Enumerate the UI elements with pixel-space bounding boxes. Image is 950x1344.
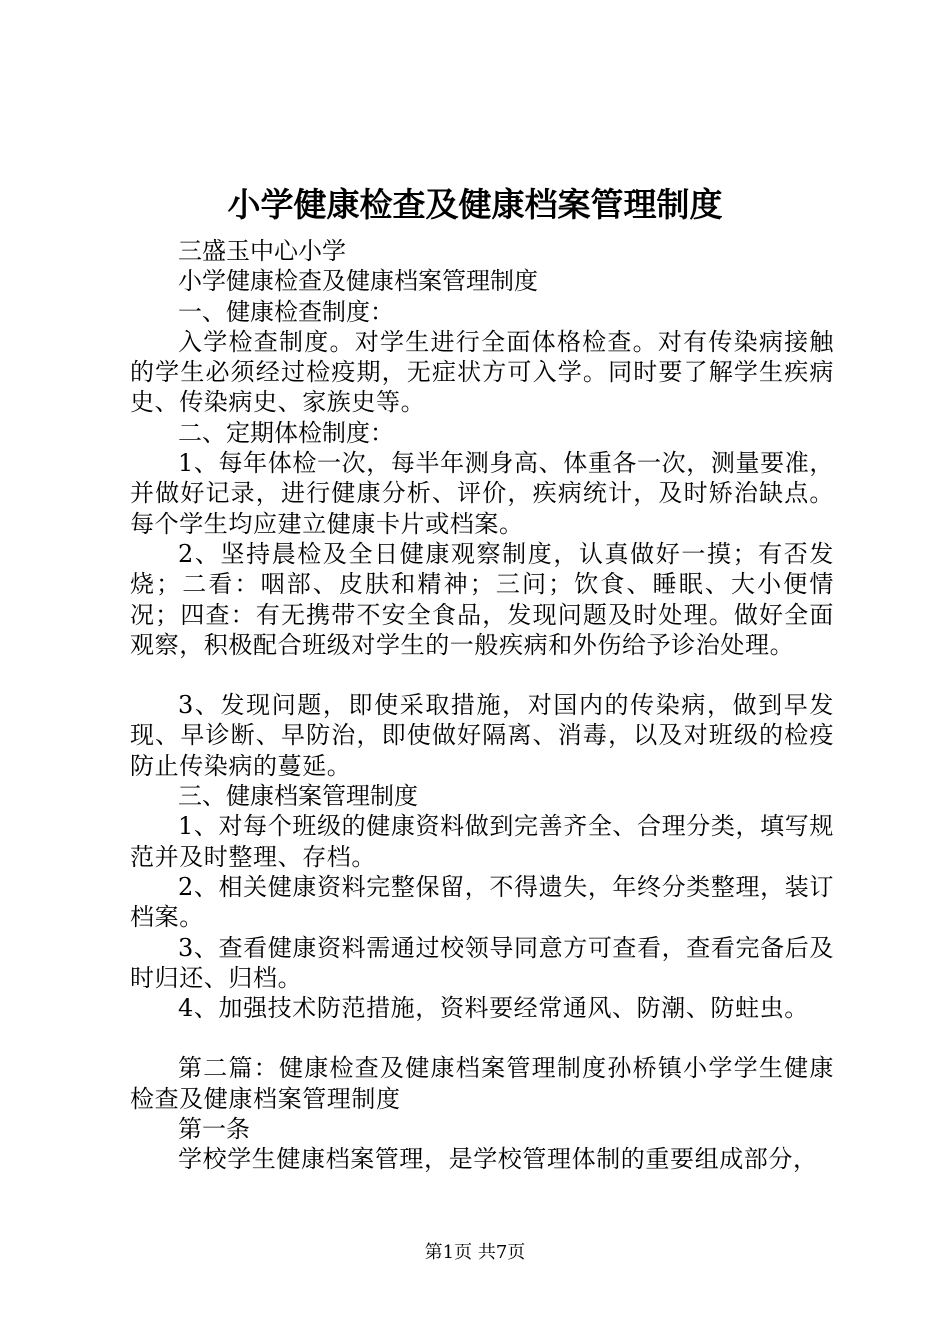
paragraph-archive-2: 2、相关健康资料完整保留，不得遗失，年终分类整理，装订档案。 <box>130 872 834 932</box>
article-1-text: 学校学生健康档案管理，是学校管理体制的重要组成部分， <box>178 1145 818 1174</box>
paragraph-archive-4: 4、加强技术防范措施，资料要经常通风、防潮、防蛀虫。 <box>178 994 809 1023</box>
document-body <box>130 236 834 1175</box>
second-article-heading: 第二篇：健康检查及健康档案管理制度孙桥镇小学学生健康检查及健康档案管理制度 <box>130 1054 834 1113</box>
paragraph-item-1: 1、每年体检一次，每半年测身高、体重各一次，测量要准，并做好记录，进行健康分析、评价，疾病统计，及时矫治缺点。每个学生均应建立健康卡片或档案。 <box>130 449 834 538</box>
paragraph-archive-1: 1、对每个班级的健康资料做到完善齐全、合理分类，填写规范并及时整理、存档。 <box>130 812 834 871</box>
section-heading-2: 二、定期体检制度： <box>178 418 394 447</box>
document-title: 小学健康检查及健康档案管理制度 <box>227 185 723 224</box>
paragraph-item-3: 3、发现问题，即使采取措施，对国内的传染病，做到早发现、早诊断、早防治，即使做好隔离、消毒，以及对班级的检疫防止传染病的蔓延。 <box>130 691 834 780</box>
subtitle: 小学健康检查及健康档案管理制度 <box>178 267 538 296</box>
paragraph-admission-check: 入学检查制度。对学生进行全面体格检查。对有传染病接触的学生必须经过检疫期，无症状方可入学。同时要了解学生疾病史、传染病史、家族史等。 <box>130 327 834 417</box>
section-heading-3: 三、健康档案管理制度 <box>178 782 418 811</box>
paragraph-item-2: 2、坚持晨检及全日健康观察制度，认真做好一摸；有否发烧；二看：咽部、皮肤和精神；三问；饮食、睡眠、大小便情况；四查：有无携带不安全食品，发现问题及时处理。做好全面观察，积极配合班级对学生的一般疾病和外伤给予诊治处理。 <box>130 539 834 659</box>
section-heading-1: 一、健康检查制度： <box>178 297 394 326</box>
school-name: 三盛玉中心小学 <box>178 237 346 265</box>
article-1-label: 第一条 <box>178 1115 250 1144</box>
paragraph-archive-3: 3、查看健康资料需通过校领导同意方可查看，查看完备后及时归还、归档。 <box>130 933 834 992</box>
page-footer: 第1页 共7页 <box>424 1242 526 1263</box>
